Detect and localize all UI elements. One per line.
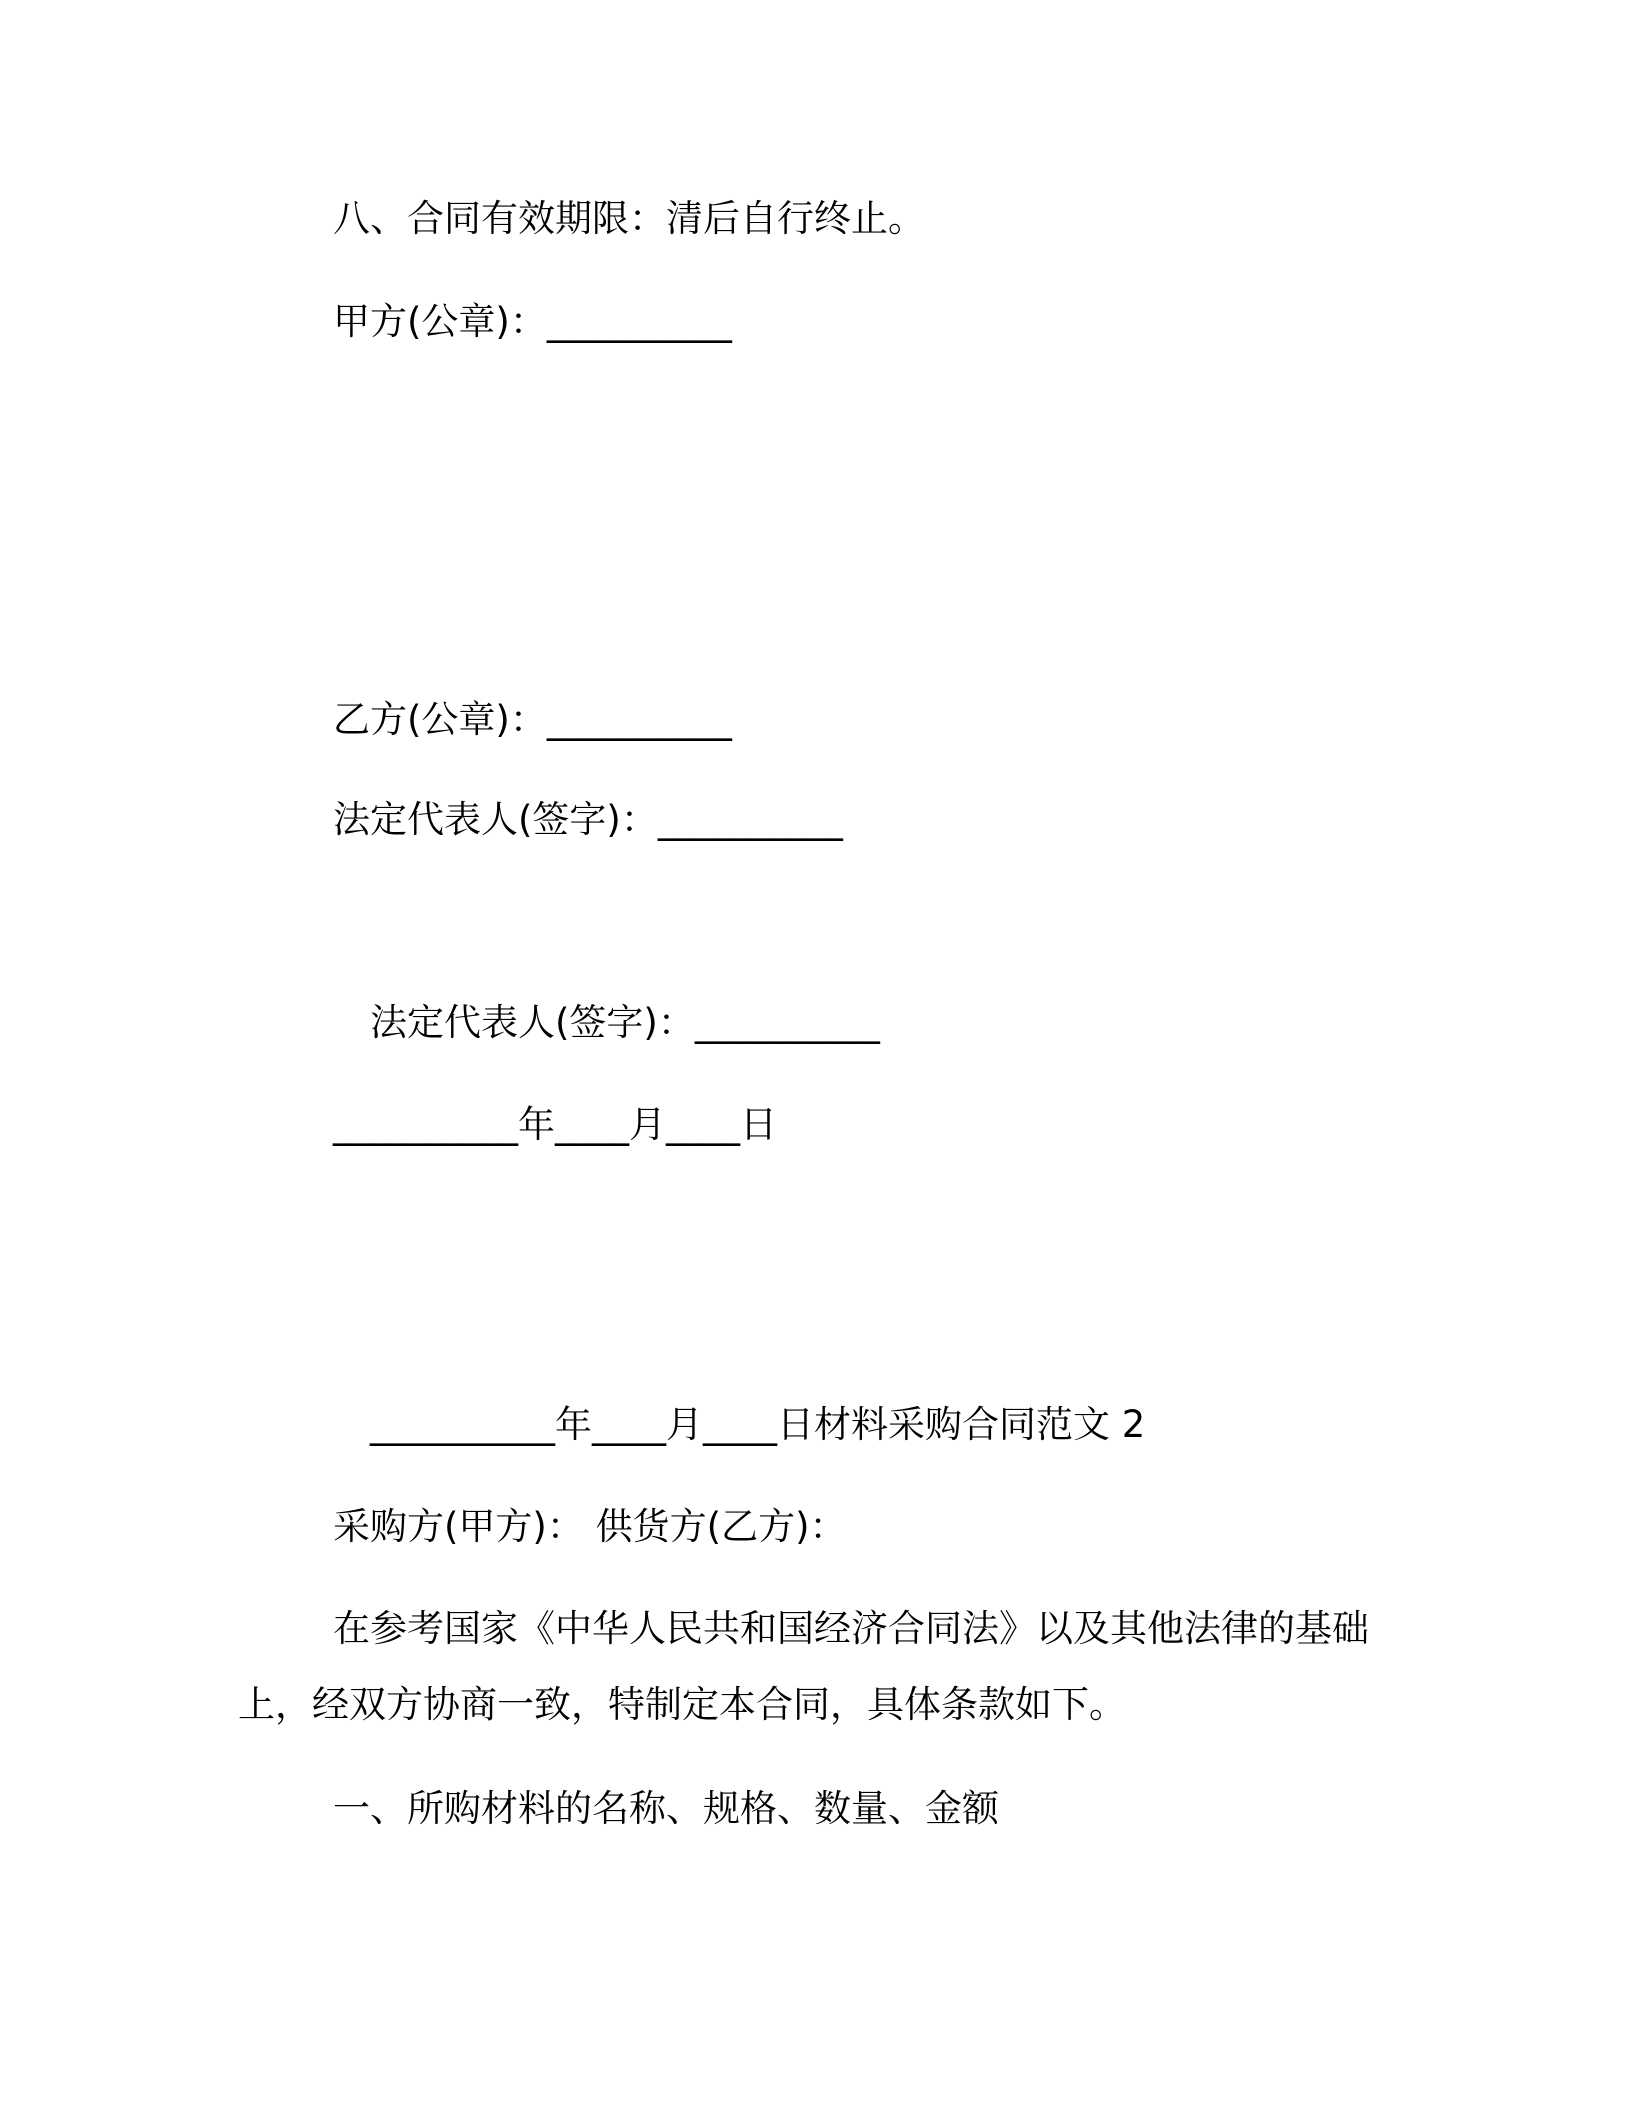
party-a-seal-line: 甲方(公章)：__________: [333, 300, 732, 343]
contract-2-title: __________年____月____日材料采购合同范文 2: [370, 1403, 1146, 1446]
intro-paragraph-line-1: 在参考国家《中华人民共和国经济合同法》以及其他法律的基础: [333, 1607, 1369, 1650]
contract-term-line: 八、合同有效期限：清后自行终止。: [333, 197, 925, 240]
party-b-seal-line: 乙方(公章)：__________: [333, 698, 732, 741]
date-line: __________年____月____日: [333, 1103, 777, 1146]
section-1-heading: 一、所购材料的名称、规格、数量、金额: [333, 1787, 999, 1830]
intro-paragraph-line-2: 上，经双方协商一致，特制定本合同，具体条款如下。: [238, 1683, 1126, 1726]
parties-line: 采购方(甲方)： 供货方(乙方)：: [333, 1505, 847, 1548]
legal-representative-line-2: 法定代表人(签字)：__________: [370, 1001, 880, 1044]
legal-representative-line: 法定代表人(签字)：__________: [333, 798, 843, 841]
